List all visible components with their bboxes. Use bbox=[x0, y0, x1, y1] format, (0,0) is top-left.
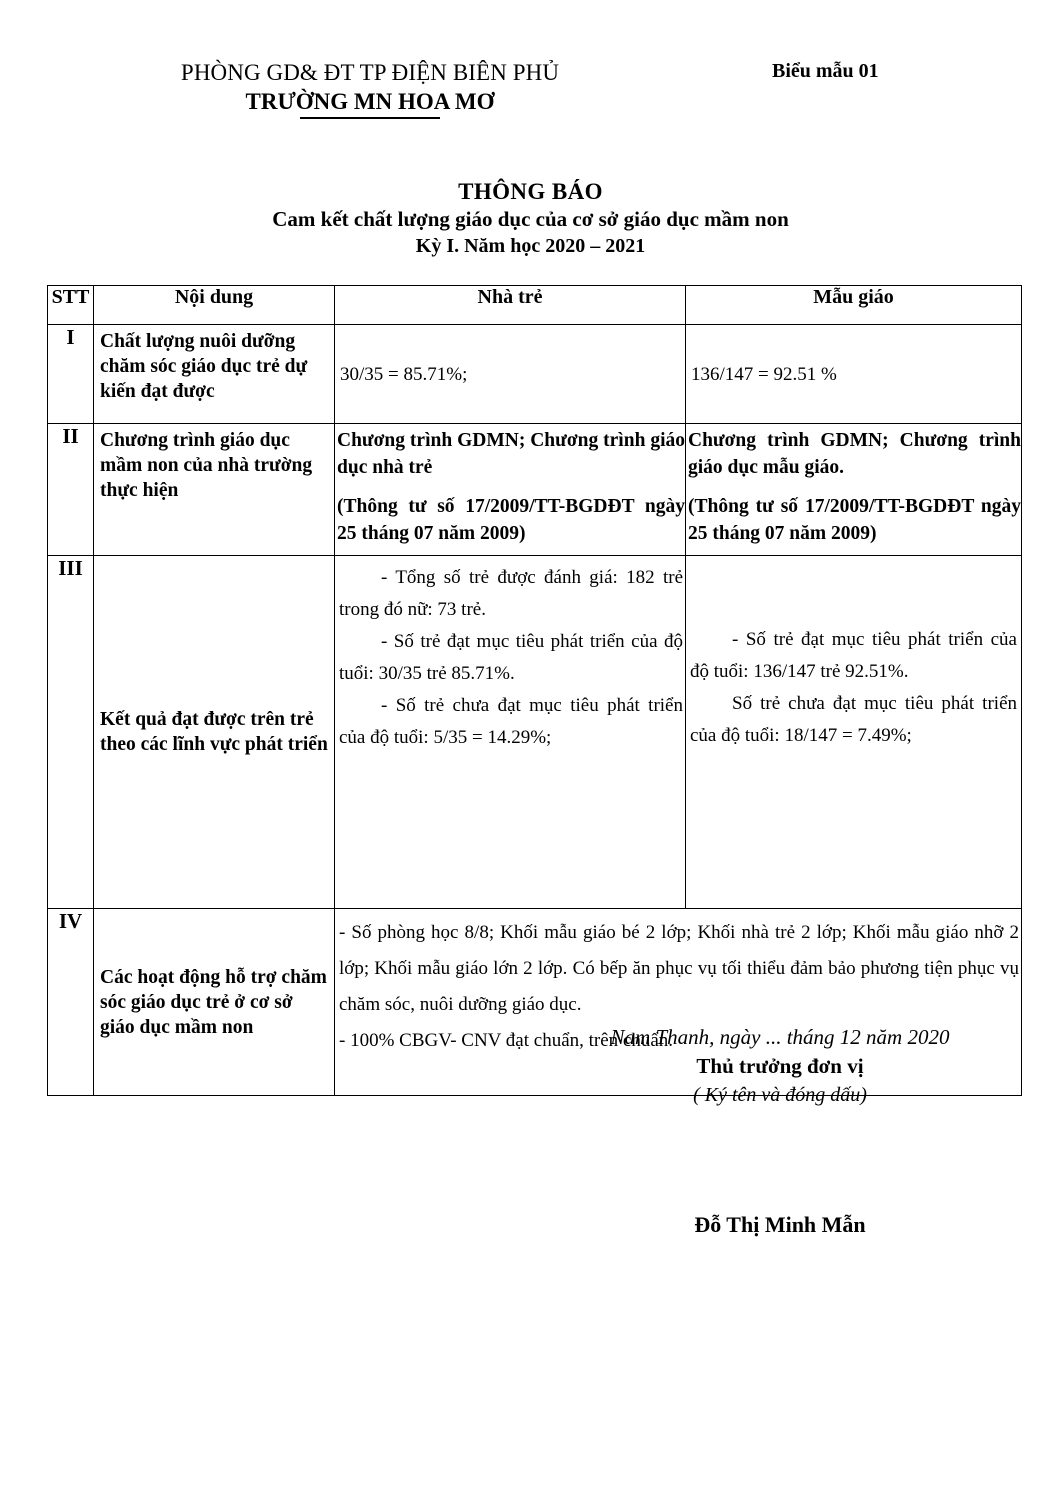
commitment-table bbox=[47, 285, 1022, 1096]
row-label: Chương trình giáo dục mầm non của nhà trường thực hiện bbox=[94, 424, 335, 556]
row-label: Các hoạt động hỗ trợ chăm sóc giáo dục trẻ ở cơ sở giáo dục mầm non bbox=[94, 909, 335, 1096]
form-code: Biểu mẫu 01 bbox=[772, 60, 879, 82]
signature-date: Nam Thanh, ngày ... tháng 12 năm 2020 bbox=[610, 1025, 950, 1049]
row-number: I bbox=[48, 325, 94, 424]
support-paragraph-2: - 100% CBGV- CNV đạt chuẩn, trên chuẩn. bbox=[339, 1030, 674, 1051]
nha-tre-paragraph-1: Chương trình GDMN; Chương trình giáo dục nhà trẻ bbox=[337, 430, 685, 478]
page-subtitle: Cam kết chất lượng giáo dục của cơ sở giáo dục mầm non bbox=[272, 207, 789, 231]
row-nha-tre-value bbox=[335, 556, 686, 909]
row-number: IV bbox=[48, 909, 94, 1096]
mau-giao-paragraph-1: Chương trình GDMN; Chương trình giáo dục mẫu giáo. bbox=[688, 430, 1021, 478]
table-row bbox=[48, 424, 1022, 556]
commitment-table-wrap bbox=[47, 285, 1021, 1096]
nha-tre-paragraph-1: - Tổng số trẻ được đánh giá: 182 trẻ trong đó nữ: 73 trẻ. bbox=[339, 567, 683, 620]
nha-tre-paragraph-3: - Số trẻ chưa đạt mục tiêu phát triển của độ tuổi: 5/35 = 14.29%; bbox=[339, 695, 683, 748]
nha-tre-paragraph-2: (Thông tư số 17/2009/TT-BGDĐT ngày 25 tháng 07 năm 2009) bbox=[337, 496, 685, 544]
header-stt: STT bbox=[48, 286, 94, 325]
letterhead bbox=[0, 58, 1061, 128]
support-paragraph-1: - Số phòng học 8/8; Khối mẫu giáo bé 2 lớp; Khối nhà trẻ 2 lớp; Khối mẫu giáo nhỡ 2 lớp; Khối mẫu giáo lớn 2 lớp. Có bếp ăn phục vụ tối thiểu đảm bảo phương tiện phục vụ chăm sóc, nuôi dưỡng giáo dục. bbox=[339, 922, 1019, 1015]
signature-note: ( Ký tên và đóng dấu) bbox=[693, 1084, 867, 1106]
signer-name: Đỗ Thị Minh Mẫn bbox=[694, 1212, 866, 1237]
header-noi-dung: Nội dung bbox=[94, 286, 335, 325]
letterhead-left bbox=[60, 58, 680, 119]
mau-giao-paragraph-1: - Số trẻ đạt mục tiêu phát triển của độ tuổi: 136/147 trẻ 92.51%. bbox=[690, 629, 1017, 682]
title-block bbox=[0, 178, 1061, 259]
department-name: PHÒNG GD& ĐT TP ĐIỆN BIÊN PHỦ bbox=[180, 60, 560, 85]
nha-tre-paragraph-2: - Số trẻ đạt mục tiêu phát triển của độ tuổi: 30/35 trẻ 85.71%. bbox=[339, 631, 683, 684]
school-name-wrap bbox=[60, 88, 680, 119]
row-mau-giao-value bbox=[686, 424, 1022, 556]
row-nha-tre-value bbox=[335, 424, 686, 556]
header-nha-tre: Nhà trẻ bbox=[335, 286, 686, 325]
row-number: III bbox=[48, 556, 94, 909]
table-header-row bbox=[48, 286, 1022, 325]
row-label: Kết quả đạt được trên trẻ theo các lĩnh vực phát triển bbox=[94, 556, 335, 909]
table-row bbox=[48, 325, 1022, 424]
row-mau-giao-value: 136/147 = 92.51 % bbox=[686, 325, 1022, 424]
school-name: TRƯỜNG MN HOA MƠ bbox=[245, 89, 495, 114]
signature-block bbox=[560, 1022, 1000, 1110]
table-row bbox=[48, 556, 1022, 909]
row-label: Chất lượng nuôi dưỡng chăm sóc giáo dục trẻ dự kiến đạt được bbox=[94, 325, 335, 424]
row-number: II bbox=[48, 424, 94, 556]
signature-role: Thủ trưởng đơn vị bbox=[696, 1054, 864, 1078]
header-mau-giao: Mẫu giáo bbox=[686, 286, 1022, 325]
page-title: THÔNG BÁO bbox=[458, 179, 603, 204]
school-term: Kỳ I. Năm học 2020 – 2021 bbox=[415, 235, 646, 257]
row-mau-giao-value bbox=[686, 556, 1022, 909]
mau-giao-paragraph-2: Số trẻ chưa đạt mục tiêu phát triển của độ tuổi: 18/147 = 7.49%; bbox=[690, 693, 1017, 746]
mau-giao-paragraph-2: (Thông tư số 17/2009/TT-BGDĐT ngày 25 tháng 07 năm 2009) bbox=[688, 496, 1021, 544]
row-nha-tre-value: 30/35 = 85.71%; bbox=[335, 325, 686, 424]
